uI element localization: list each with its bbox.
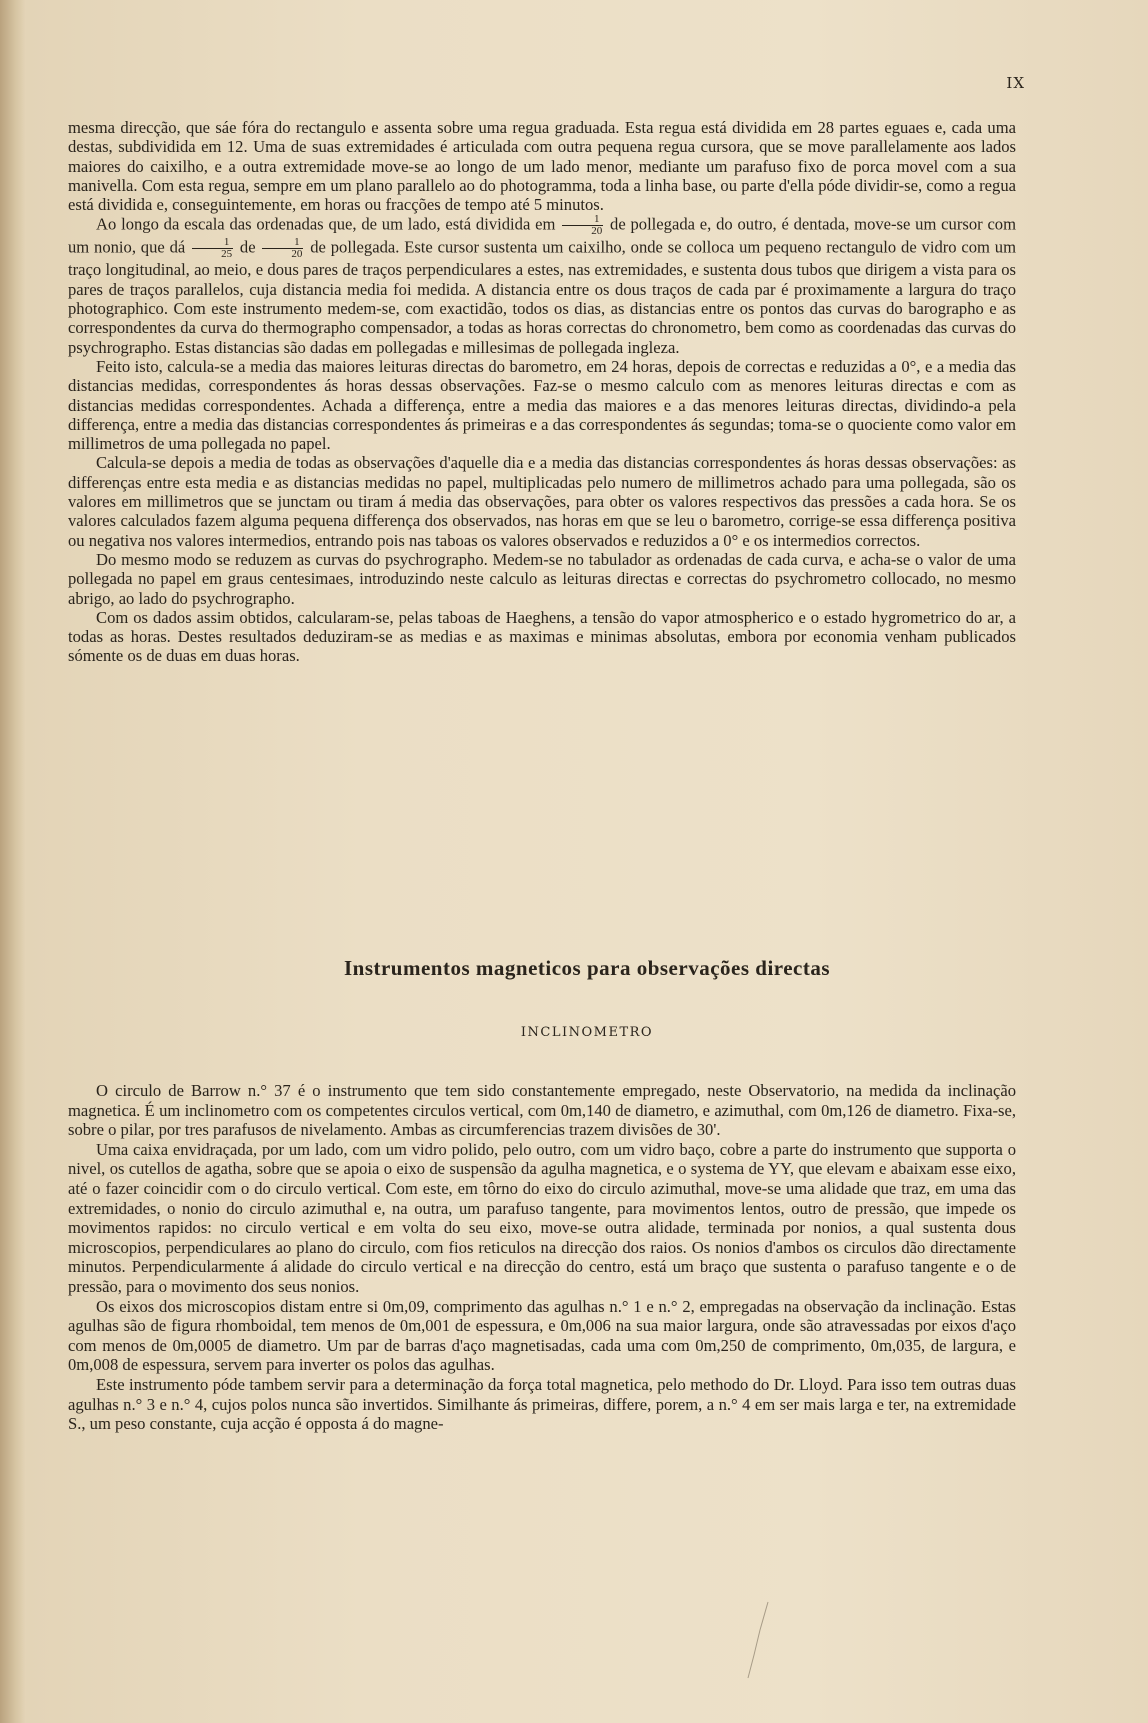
paragraph: O circulo de Barrow n.° 37 é o instrumento que tem sido constantemente empregado, neste Observatorio, na medida da inclinação magnetica. É um inclinometro com os competentes circulos vertical, com 0m,140 de diametro, e azimuthal, com 0m,126 de diametro. Fixa-se, sobre o pilar, por tres parafusos de nivelamento. Ambas as circumferencias trazem divisões de 30'.	[68, 1081, 1016, 1140]
paragraph: mesma direcção, que sáe fóra do rectangulo e assenta sobre uma regua graduada. Esta regua está dividida em 28 partes eguaes e, cada uma destas, subdividida em 12. Uma de suas extremidades é articulada com outra pequena regua cursora, que se move parallelamente aos lados maiores do caixilho, e a outra extremidade move-se ao longo de um lado menor, mediante um parafuso fixo de porca movel com a sua manivella. Com esta regua, sempre em um plano parallelo ao do photogramma, toda a linha base, ou parte d'ella póde dividir-se, como a regua está dividida e, conseguintemente, em horas ou fracções de tempo até 5 minutos.	[68, 118, 1016, 215]
paragraph: Calcula-se depois a media de todas as observações d'aquelle dia e a media das distancias correspondentes ás horas dessas observações: as differenças entre esta media e as distancias medidas no papel, multiplicadas pelo numero de millimetros achado para uma pollegada, são os valores em millimetros que se junctam ou tiram á media das observações, para obter os valores respectivos das pressões a cada hora. Se os valores calculados fazem alguma pequena differença dos observados, nas horas em que se leu o barometro, corrige-se essa differença positiva ou negativa nos valores intermedios, entrando pois nas taboas os valores observados e reduzidos a 0° e os intermedios correctos.	[68, 453, 1016, 550]
body-text-top	[68, 118, 1016, 666]
fraction: $\frac{1}{25}$	[192, 237, 233, 260]
paragraph: Os eixos dos microscopios distam entre si 0m,09, comprimento das agulhas n.° 1 e n.° 2, empregadas na observação da inclinação. Estas agulhas são de figura rhomboidal, tem menos de 0m,001 de espessura, e 0m,006 na sua maior largura, onde são atravessadas por eixos d'aço com menos de 0m,0005 de diametro. Um par de barras d'aço magnetisadas, cada uma com 0m,250 de comprimento, 0m,035, de largura, e 0m,008 de espessura, servem para inverter os polos das agulhas.	[68, 1296, 1016, 1375]
paragraph: Com os dados assim obtidos, calcularam-se, pelas taboas de Haeghens, a tensão do vapor atmospherico e o estado hygrometrico do ar, a todas as horas. Destes resultados deduziram-se as medias e as maximas e minimas absolutas, embora por economia venham publicados sómente os de duas em duas horas.	[68, 607, 1016, 666]
paragraph: Do mesmo modo se reduzem as curvas do psychrographo. Medem-se no tabulador as ordenadas de cada curva, e acha-se o valor de uma pollegada no papel em graus centesimaes, introduzindo neste calculo as leituras directas e correctas do psychrometro collocado, no mesmo abrigo, ao lado do psychrographo.	[68, 549, 1016, 608]
paragraph: Uma caixa envidraçada, por um lado, com um vidro polido, pelo outro, com um vidro baço, cobre a parte do instrumento que supporta o nivel, os cutellos de agatha, sobre que se apoia o eixo de suspensão da agulha magnetica, e o systema de YY, que elevam e abaixam esse eixo, até o fazer coincidir com o do circulo vertical. Com este, em tôrno do eixo do circulo azimuthal, move-se uma alidade que traz, em uma das extremidades, o nonio do circulo azimuthal e, na outra, um parafuso tangente, para movimentos lentos, outro de pressão, que impede os movimentos rapidos: no circulo vertical e em volta do seu eixo, move-se outra alidade, terminada por nonios, a qual sustenta dous microscopios, perpendiculares ao plano do circulo, com fios reticulos na direcção dos raios. Os nonios d'ambos os circulos dão directamente minutos. Perpendicularmente á alidade do circulo vertical e na direcção do centro, está um braço que sustenta o parafuso tangente e o de pressão, para o movimento dos seus nonios.	[68, 1139, 1016, 1296]
paragraph-scale: Ao longo da escala das ordenadas que, de um lado, está dividida em $\frac{1}{20}$ de pollegada e, do outro, é dentada, move-se um cursor com um nonio, que dá $\frac{1}{25}$ de $\frac{1}{20}$ de pollegada. Este cursor sustenta um caixilho, onde se colloca um pequeno rectangulo de vidro com um traço longitudinal, ao meio, e dous pares de traços perpendiculares a estes, nas extremidades, e sustenta dous tubos que dirigem a vista para os pares de traços parallelos, cuja distancia media foi medida. A distancia entre os dous traços de cada par é proximamente a largura do traço photographico. Com este instrumento medem-se, com exactidão, todos os dias, as distancias entre os pontos das curvas do barographo e as correspondentes da curva do thermographo compensador, a todas as horas correctas do chronometro, bem como as coordenadas das curvas do psychrographo. Estas distancias são dadas em pollegadas e millesimas de pollegada ingleza.	[68, 213, 1017, 357]
paragraph: Este instrumento póde tambem servir para a determinação da força total magnetica, pelo methodo do Dr. Lloyd. Para isso tem outras duas agulhas n.° 3 e n.° 4, cujos polos nunca são invertidos. Similhante ás primeiras, differe, porem, a n.° 4 em ser mais larga e ter, na extremidade S., um peso constante, cuja acção é opposta á do magne-	[68, 1374, 1016, 1434]
paragraph: Feito isto, calcula-se a media das maiores leituras directas do barometro, em 24 horas, depois de correctas e reduzidas a 0°, e a media das distancias medidas, correspondentes ás horas dessas observações. Faz-se o mesmo calculo com as menores leituras directas e com as distancias medidas correspondentes. Achada a differença, entre a media das maiores e a das menores leituras directas, dividindo-a pela differença, entre a media das distancias correspondentes ás primeiras e a das correspondentes ás segundas; toma-se o quociente como valor em millimetros de uma pollegada no papel.	[68, 356, 1016, 454]
page-number: IX	[1006, 74, 1025, 92]
body-text-bottom	[68, 1081, 1016, 1434]
subsection-title: INCLINOMETRO	[520, 1025, 654, 1040]
pencil-mark	[742, 1600, 772, 1680]
book-gutter	[0, 0, 26, 1723]
fraction: $\frac{1}{20}$	[262, 237, 303, 260]
section-title: Instrumentos magneticos para observações directas	[343, 956, 831, 980]
fraction: $\frac{1}{20}$	[562, 214, 603, 237]
